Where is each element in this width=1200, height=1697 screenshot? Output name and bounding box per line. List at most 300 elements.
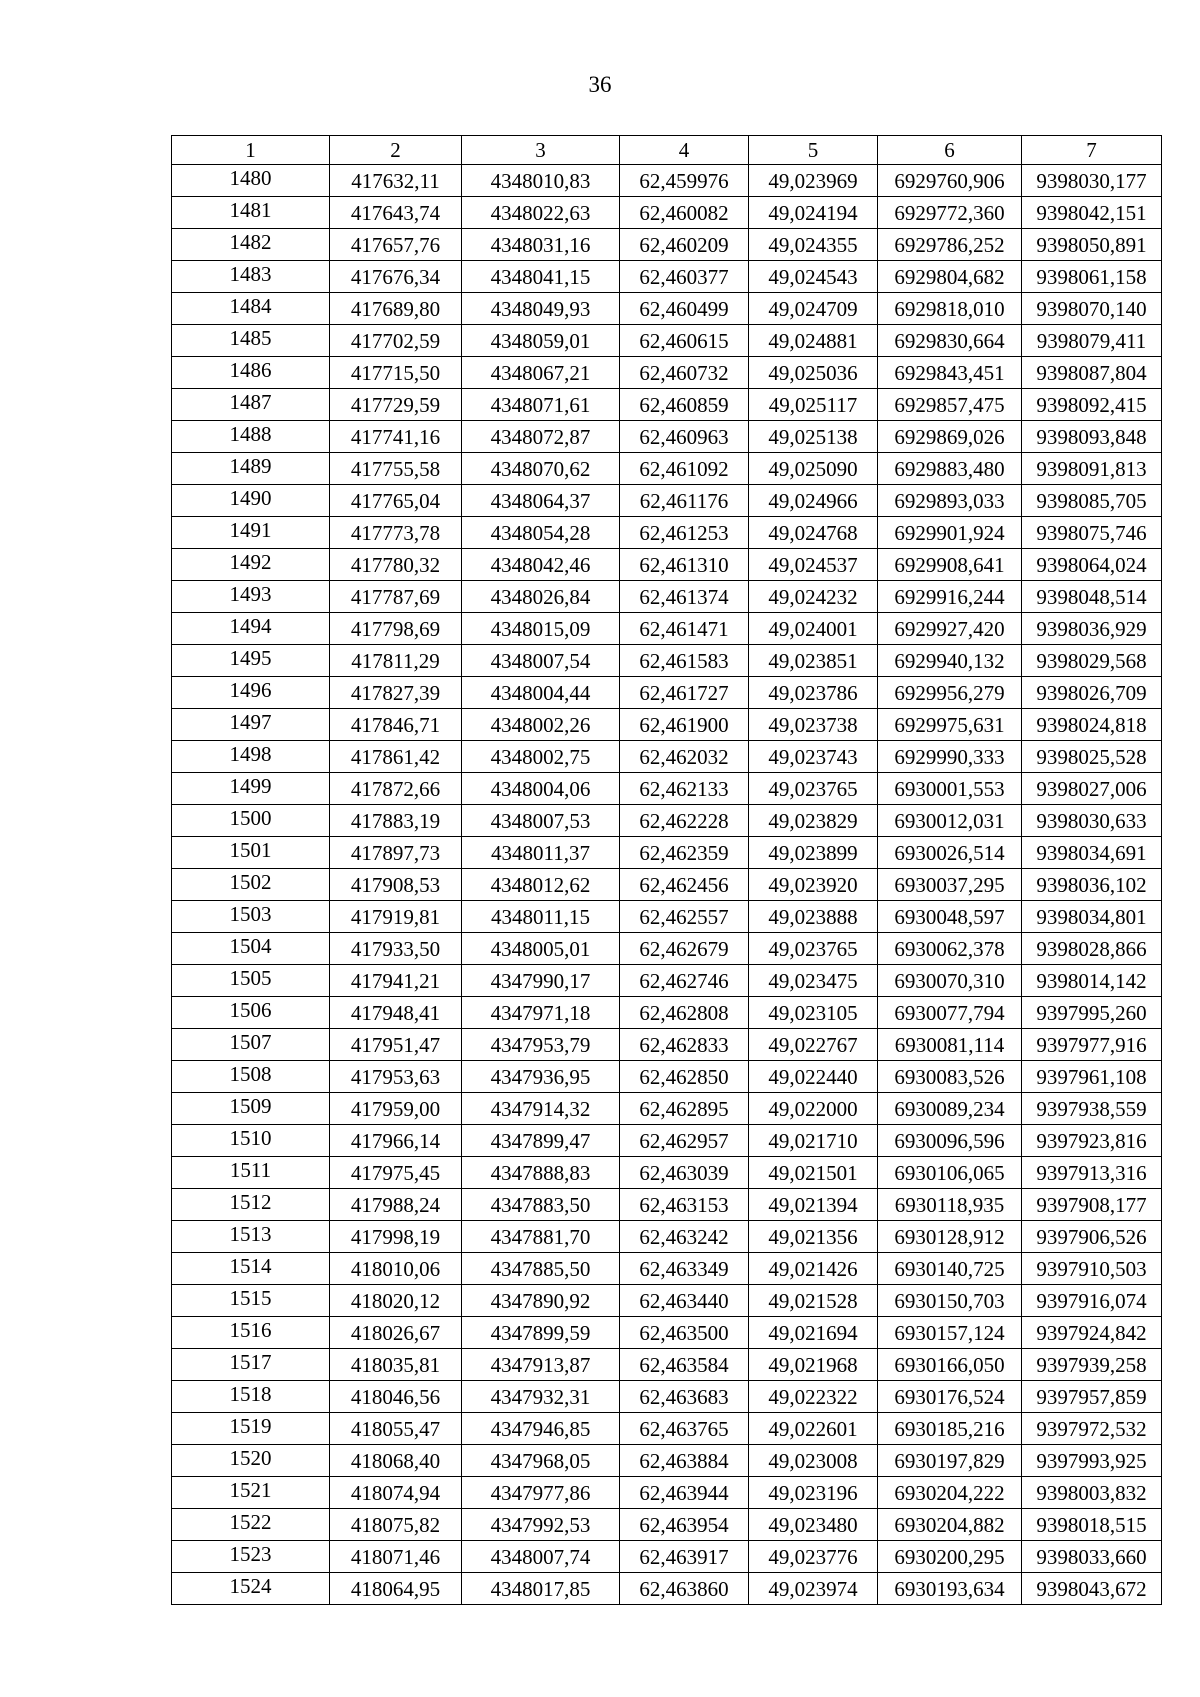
point-number-cell: 1490 (172, 485, 330, 517)
table-cell: 418046,56 (330, 1381, 462, 1413)
table-cell: 9398033,660 (1022, 1541, 1162, 1573)
table-cell: 4348010,83 (462, 165, 620, 197)
table-row (172, 805, 1162, 837)
table-cell: 4348011,37 (462, 837, 620, 869)
table-cell: 4347899,59 (462, 1317, 620, 1349)
table-cell: 6930128,912 (878, 1221, 1022, 1253)
table-cell: 417715,50 (330, 357, 462, 389)
table-cell: 9398075,746 (1022, 517, 1162, 549)
table-cell: 62,461471 (620, 613, 749, 645)
table-cell: 6929843,451 (878, 357, 1022, 389)
table-cell: 62,461176 (620, 485, 749, 517)
table-cell: 6930089,234 (878, 1093, 1022, 1125)
table-cell: 417988,24 (330, 1189, 462, 1221)
table-row (172, 1157, 1162, 1189)
table-row (172, 517, 1162, 549)
table-cell: 4347913,87 (462, 1349, 620, 1381)
table-cell: 4347992,53 (462, 1509, 620, 1541)
table-cell: 6929869,026 (878, 421, 1022, 453)
table-cell: 6929927,420 (878, 613, 1022, 645)
table-cell: 9398036,929 (1022, 613, 1162, 645)
point-number-cell: 1523 (172, 1541, 330, 1573)
table-cell: 9397906,526 (1022, 1221, 1162, 1253)
point-number-cell: 1498 (172, 741, 330, 773)
table-cell: 49,024232 (749, 581, 878, 613)
table-row (172, 741, 1162, 773)
table-cell: 62,461900 (620, 709, 749, 741)
table-cell: 6930204,222 (878, 1477, 1022, 1509)
table-cell: 6929908,641 (878, 549, 1022, 581)
table-cell: 417632,11 (330, 165, 462, 197)
table-cell: 4348007,54 (462, 645, 620, 677)
table-cell: 62,462359 (620, 837, 749, 869)
point-number-cell: 1496 (172, 677, 330, 709)
table-cell: 6930118,935 (878, 1189, 1022, 1221)
table-row (172, 709, 1162, 741)
table-cell: 49,023008 (749, 1445, 878, 1477)
table-cell: 49,023899 (749, 837, 878, 869)
table-cell: 6929760,906 (878, 165, 1022, 197)
point-number-cell: 1522 (172, 1509, 330, 1541)
table-row (172, 1189, 1162, 1221)
table-row (172, 357, 1162, 389)
table-cell: 49,023969 (749, 165, 878, 197)
table-cell: 4347953,79 (462, 1029, 620, 1061)
table-cell: 62,463954 (620, 1509, 749, 1541)
table-row (172, 389, 1162, 421)
table-cell: 417897,73 (330, 837, 462, 869)
table-row (172, 1125, 1162, 1157)
table-row (172, 677, 1162, 709)
point-number-cell: 1488 (172, 421, 330, 453)
table-cell: 62,463884 (620, 1445, 749, 1477)
table-cell: 6929883,480 (878, 453, 1022, 485)
table-cell: 4347885,50 (462, 1253, 620, 1285)
table-row (172, 837, 1162, 869)
table-cell: 417998,19 (330, 1221, 462, 1253)
table-cell: 6930070,310 (878, 965, 1022, 997)
table-row (172, 165, 1162, 197)
table-cell: 4348049,93 (462, 293, 620, 325)
point-number-cell: 1514 (172, 1253, 330, 1285)
table-cell: 6929830,664 (878, 325, 1022, 357)
table-cell: 417755,58 (330, 453, 462, 485)
table-row (172, 197, 1162, 229)
table-cell: 4347936,95 (462, 1061, 620, 1093)
table-cell: 417872,66 (330, 773, 462, 805)
table-cell: 6929818,010 (878, 293, 1022, 325)
table-cell: 6930081,114 (878, 1029, 1022, 1061)
table-cell: 418074,94 (330, 1477, 462, 1509)
point-number-cell: 1499 (172, 773, 330, 805)
table-cell: 6930176,524 (878, 1381, 1022, 1413)
column-header: 5 (749, 136, 878, 165)
table-cell: 62,463765 (620, 1413, 749, 1445)
table-cell: 49,023765 (749, 933, 878, 965)
table-row (172, 1285, 1162, 1317)
table-cell: 417941,21 (330, 965, 462, 997)
table-cell: 417657,76 (330, 229, 462, 261)
point-number-cell: 1504 (172, 933, 330, 965)
table-cell: 4348041,15 (462, 261, 620, 293)
table-row (172, 485, 1162, 517)
table-cell: 6930140,725 (878, 1253, 1022, 1285)
table-cell: 4348015,09 (462, 613, 620, 645)
table-cell: 4347977,86 (462, 1477, 620, 1509)
table-cell: 9397924,842 (1022, 1317, 1162, 1349)
table-row (172, 261, 1162, 293)
table-cell: 4347946,85 (462, 1413, 620, 1445)
table-cell: 4347881,70 (462, 1221, 620, 1253)
table-cell: 4348026,84 (462, 581, 620, 613)
table-cell: 417883,19 (330, 805, 462, 837)
table-cell: 49,022601 (749, 1413, 878, 1445)
table-cell: 4347883,50 (462, 1189, 620, 1221)
column-header: 4 (620, 136, 749, 165)
table-cell: 417953,63 (330, 1061, 462, 1093)
table-cell: 49,021426 (749, 1253, 878, 1285)
table-cell: 62,462228 (620, 805, 749, 837)
table-cell: 49,024001 (749, 613, 878, 645)
table-row (172, 453, 1162, 485)
point-number-cell: 1519 (172, 1413, 330, 1445)
point-number-cell: 1517 (172, 1349, 330, 1381)
table-cell: 62,460732 (620, 357, 749, 389)
table-cell: 49,023888 (749, 901, 878, 933)
table-cell: 9398024,818 (1022, 709, 1162, 741)
table-row (172, 1093, 1162, 1125)
table-cell: 9398087,804 (1022, 357, 1162, 389)
table-cell: 4348002,26 (462, 709, 620, 741)
table-cell: 6929786,252 (878, 229, 1022, 261)
table-cell: 4347968,05 (462, 1445, 620, 1477)
table-cell: 418075,82 (330, 1509, 462, 1541)
point-number-cell: 1489 (172, 453, 330, 485)
table-row (172, 1445, 1162, 1477)
table-cell: 6930048,597 (878, 901, 1022, 933)
table-row (172, 421, 1162, 453)
table-cell: 62,460377 (620, 261, 749, 293)
table-row (172, 1477, 1162, 1509)
table-cell: 4348059,01 (462, 325, 620, 357)
table-cell: 4348072,87 (462, 421, 620, 453)
table-cell: 4348012,62 (462, 869, 620, 901)
table-cell: 9398014,142 (1022, 965, 1162, 997)
table-cell: 9398036,102 (1022, 869, 1162, 901)
table-cell: 4347990,17 (462, 965, 620, 997)
table-cell: 62,463944 (620, 1477, 749, 1509)
table-cell: 4348022,63 (462, 197, 620, 229)
table-row (172, 1573, 1162, 1605)
point-number-cell: 1492 (172, 549, 330, 581)
table-cell: 4348004,44 (462, 677, 620, 709)
table-cell: 417948,41 (330, 997, 462, 1029)
point-number-cell: 1482 (172, 229, 330, 261)
point-number-cell: 1493 (172, 581, 330, 613)
table-cell: 9398091,813 (1022, 453, 1162, 485)
table-cell: 6929772,360 (878, 197, 1022, 229)
table-row (172, 869, 1162, 901)
table-cell: 62,460209 (620, 229, 749, 261)
table-cell: 6930166,050 (878, 1349, 1022, 1381)
table-cell: 6929990,333 (878, 741, 1022, 773)
table-cell: 6930001,553 (878, 773, 1022, 805)
table-row (172, 1349, 1162, 1381)
table-cell: 49,021356 (749, 1221, 878, 1253)
table-cell: 9398093,848 (1022, 421, 1162, 453)
table-cell: 49,023776 (749, 1541, 878, 1573)
table-cell: 9398079,411 (1022, 325, 1162, 357)
table-cell: 62,462850 (620, 1061, 749, 1093)
table-cell: 4348067,21 (462, 357, 620, 389)
table-cell: 6930026,514 (878, 837, 1022, 869)
table-cell: 49,021394 (749, 1189, 878, 1221)
table-row (172, 229, 1162, 261)
table-cell: 49,023920 (749, 869, 878, 901)
table-cell: 9398050,891 (1022, 229, 1162, 261)
table-cell: 6930197,829 (878, 1445, 1022, 1477)
table-cell: 62,460082 (620, 197, 749, 229)
table-cell: 6930083,526 (878, 1061, 1022, 1093)
table-cell: 62,463683 (620, 1381, 749, 1413)
table-cell: 49,023743 (749, 741, 878, 773)
point-number-cell: 1503 (172, 901, 330, 933)
table-cell: 6930193,634 (878, 1573, 1022, 1605)
table-cell: 418068,40 (330, 1445, 462, 1477)
table-cell: 6930106,065 (878, 1157, 1022, 1189)
table-cell: 9398048,514 (1022, 581, 1162, 613)
table-cell: 49,024768 (749, 517, 878, 549)
table-row (172, 613, 1162, 645)
point-number-cell: 1521 (172, 1477, 330, 1509)
table-cell: 417827,39 (330, 677, 462, 709)
table-cell: 6929916,244 (878, 581, 1022, 613)
table-cell: 49,023974 (749, 1573, 878, 1605)
table-cell: 418026,67 (330, 1317, 462, 1349)
table-cell: 9398030,177 (1022, 165, 1162, 197)
column-header: 1 (172, 136, 330, 165)
table-cell: 9398042,151 (1022, 197, 1162, 229)
table-cell: 49,021694 (749, 1317, 878, 1349)
table-cell: 9398018,515 (1022, 1509, 1162, 1541)
table-row (172, 1413, 1162, 1445)
table-cell: 9398061,158 (1022, 261, 1162, 293)
table-cell: 49,022000 (749, 1093, 878, 1125)
table-cell: 62,463242 (620, 1221, 749, 1253)
table-cell: 62,459976 (620, 165, 749, 197)
table-cell: 62,462746 (620, 965, 749, 997)
table-cell: 9398029,568 (1022, 645, 1162, 677)
table-cell: 4347914,32 (462, 1093, 620, 1125)
table-cell: 49,024543 (749, 261, 878, 293)
point-number-cell: 1510 (172, 1125, 330, 1157)
table-row (172, 1509, 1162, 1541)
table-cell: 62,462808 (620, 997, 749, 1029)
table-cell: 49,024709 (749, 293, 878, 325)
table-cell: 6930185,216 (878, 1413, 1022, 1445)
table-cell: 62,462456 (620, 869, 749, 901)
table-cell: 9398034,801 (1022, 901, 1162, 933)
table-cell: 62,463153 (620, 1189, 749, 1221)
table-cell: 418020,12 (330, 1285, 462, 1317)
table-cell: 62,462957 (620, 1125, 749, 1157)
table-cell: 4347932,31 (462, 1381, 620, 1413)
table-cell: 418010,06 (330, 1253, 462, 1285)
table-cell: 62,463039 (620, 1157, 749, 1189)
point-number-cell: 1486 (172, 357, 330, 389)
table-cell: 49,023738 (749, 709, 878, 741)
table-cell: 417729,59 (330, 389, 462, 421)
point-number-cell: 1507 (172, 1029, 330, 1061)
table-cell: 6929857,475 (878, 389, 1022, 421)
table-cell: 417676,34 (330, 261, 462, 293)
point-number-cell: 1484 (172, 293, 330, 325)
table-cell: 62,460615 (620, 325, 749, 357)
table-row (172, 1029, 1162, 1061)
table-cell: 62,461583 (620, 645, 749, 677)
point-number-cell: 1524 (172, 1573, 330, 1605)
table-cell: 4347971,18 (462, 997, 620, 1029)
table-row (172, 293, 1162, 325)
table-cell: 49,022440 (749, 1061, 878, 1093)
table-cell: 49,021501 (749, 1157, 878, 1189)
table-cell: 417951,47 (330, 1029, 462, 1061)
table-cell: 49,021968 (749, 1349, 878, 1381)
table-cell: 417975,45 (330, 1157, 462, 1189)
table-cell: 418035,81 (330, 1349, 462, 1381)
table-cell: 417959,00 (330, 1093, 462, 1125)
table-cell: 9398070,140 (1022, 293, 1162, 325)
table-cell: 4348004,06 (462, 773, 620, 805)
table-row (172, 1317, 1162, 1349)
table-cell: 49,024966 (749, 485, 878, 517)
table-cell: 6930037,295 (878, 869, 1022, 901)
table-cell: 9398085,705 (1022, 485, 1162, 517)
table-body (172, 165, 1162, 1605)
table-cell: 62,462032 (620, 741, 749, 773)
table-cell: 417798,69 (330, 613, 462, 645)
table-row (172, 1061, 1162, 1093)
table-cell: 62,462833 (620, 1029, 749, 1061)
table-cell: 4348005,01 (462, 933, 620, 965)
table-cell: 417765,04 (330, 485, 462, 517)
table-cell: 418071,46 (330, 1541, 462, 1573)
point-number-cell: 1509 (172, 1093, 330, 1125)
table-cell: 62,462133 (620, 773, 749, 805)
table-row (172, 773, 1162, 805)
table-cell: 4348007,74 (462, 1541, 620, 1573)
table-cell: 417773,78 (330, 517, 462, 549)
table-row (172, 997, 1162, 1029)
point-number-cell: 1491 (172, 517, 330, 549)
table-row (172, 325, 1162, 357)
header-row (172, 136, 1162, 165)
table-cell: 9397993,925 (1022, 1445, 1162, 1477)
table-cell: 49,025117 (749, 389, 878, 421)
table-cell: 4347899,47 (462, 1125, 620, 1157)
table-cell: 62,462679 (620, 933, 749, 965)
table-cell: 417861,42 (330, 741, 462, 773)
point-number-cell: 1516 (172, 1317, 330, 1349)
table-cell: 4348002,75 (462, 741, 620, 773)
point-number-cell: 1506 (172, 997, 330, 1029)
point-number-cell: 1518 (172, 1381, 330, 1413)
table-cell: 62,463917 (620, 1541, 749, 1573)
table-cell: 4348064,37 (462, 485, 620, 517)
table-cell: 9397923,816 (1022, 1125, 1162, 1157)
table-cell: 49,024881 (749, 325, 878, 357)
table-cell: 6929901,924 (878, 517, 1022, 549)
table-cell: 417811,29 (330, 645, 462, 677)
table-cell: 49,025090 (749, 453, 878, 485)
table-cell: 62,463584 (620, 1349, 749, 1381)
table-cell: 417643,74 (330, 197, 462, 229)
table-cell: 62,461092 (620, 453, 749, 485)
table-cell: 6930012,031 (878, 805, 1022, 837)
table-cell: 418064,95 (330, 1573, 462, 1605)
table-cell: 6930077,794 (878, 997, 1022, 1029)
table-cell: 6930062,378 (878, 933, 1022, 965)
table-row (172, 933, 1162, 965)
table-cell: 62,463860 (620, 1573, 749, 1605)
table-cell: 62,463349 (620, 1253, 749, 1285)
table-cell: 6929940,132 (878, 645, 1022, 677)
table-cell: 49,021710 (749, 1125, 878, 1157)
table-row (172, 1253, 1162, 1285)
point-number-cell: 1481 (172, 197, 330, 229)
table-cell: 49,024537 (749, 549, 878, 581)
point-number-cell: 1511 (172, 1157, 330, 1189)
table-cell: 9397916,074 (1022, 1285, 1162, 1317)
table-cell: 9398027,006 (1022, 773, 1162, 805)
table-cell: 49,023196 (749, 1477, 878, 1509)
table-cell: 62,461727 (620, 677, 749, 709)
table-cell: 6929893,033 (878, 485, 1022, 517)
table-row (172, 581, 1162, 613)
table-cell: 417702,59 (330, 325, 462, 357)
table-cell: 417933,50 (330, 933, 462, 965)
table-cell: 6929804,682 (878, 261, 1022, 293)
table-cell: 9398026,709 (1022, 677, 1162, 709)
point-number-cell: 1487 (172, 389, 330, 421)
table-cell: 49,023480 (749, 1509, 878, 1541)
table-cell: 9398025,528 (1022, 741, 1162, 773)
table-cell: 49,021528 (749, 1285, 878, 1317)
coordinate-table (171, 135, 1162, 1605)
table-cell: 9397939,258 (1022, 1349, 1162, 1381)
table-row (172, 1381, 1162, 1413)
point-number-cell: 1494 (172, 613, 330, 645)
table-cell: 4348042,46 (462, 549, 620, 581)
table-cell: 49,023475 (749, 965, 878, 997)
table-cell: 9398003,832 (1022, 1477, 1162, 1509)
table-cell: 62,460859 (620, 389, 749, 421)
table-cell: 9398030,633 (1022, 805, 1162, 837)
point-number-cell: 1508 (172, 1061, 330, 1093)
point-number-cell: 1520 (172, 1445, 330, 1477)
table-cell: 417908,53 (330, 869, 462, 901)
point-number-cell: 1495 (172, 645, 330, 677)
table-row (172, 1221, 1162, 1253)
table-cell: 4348007,53 (462, 805, 620, 837)
table-cell: 418055,47 (330, 1413, 462, 1445)
table-cell: 9398064,024 (1022, 549, 1162, 581)
table-cell: 62,461310 (620, 549, 749, 581)
table-cell: 49,024194 (749, 197, 878, 229)
table-cell: 6930200,295 (878, 1541, 1022, 1573)
point-number-cell: 1505 (172, 965, 330, 997)
column-header: 2 (330, 136, 462, 165)
